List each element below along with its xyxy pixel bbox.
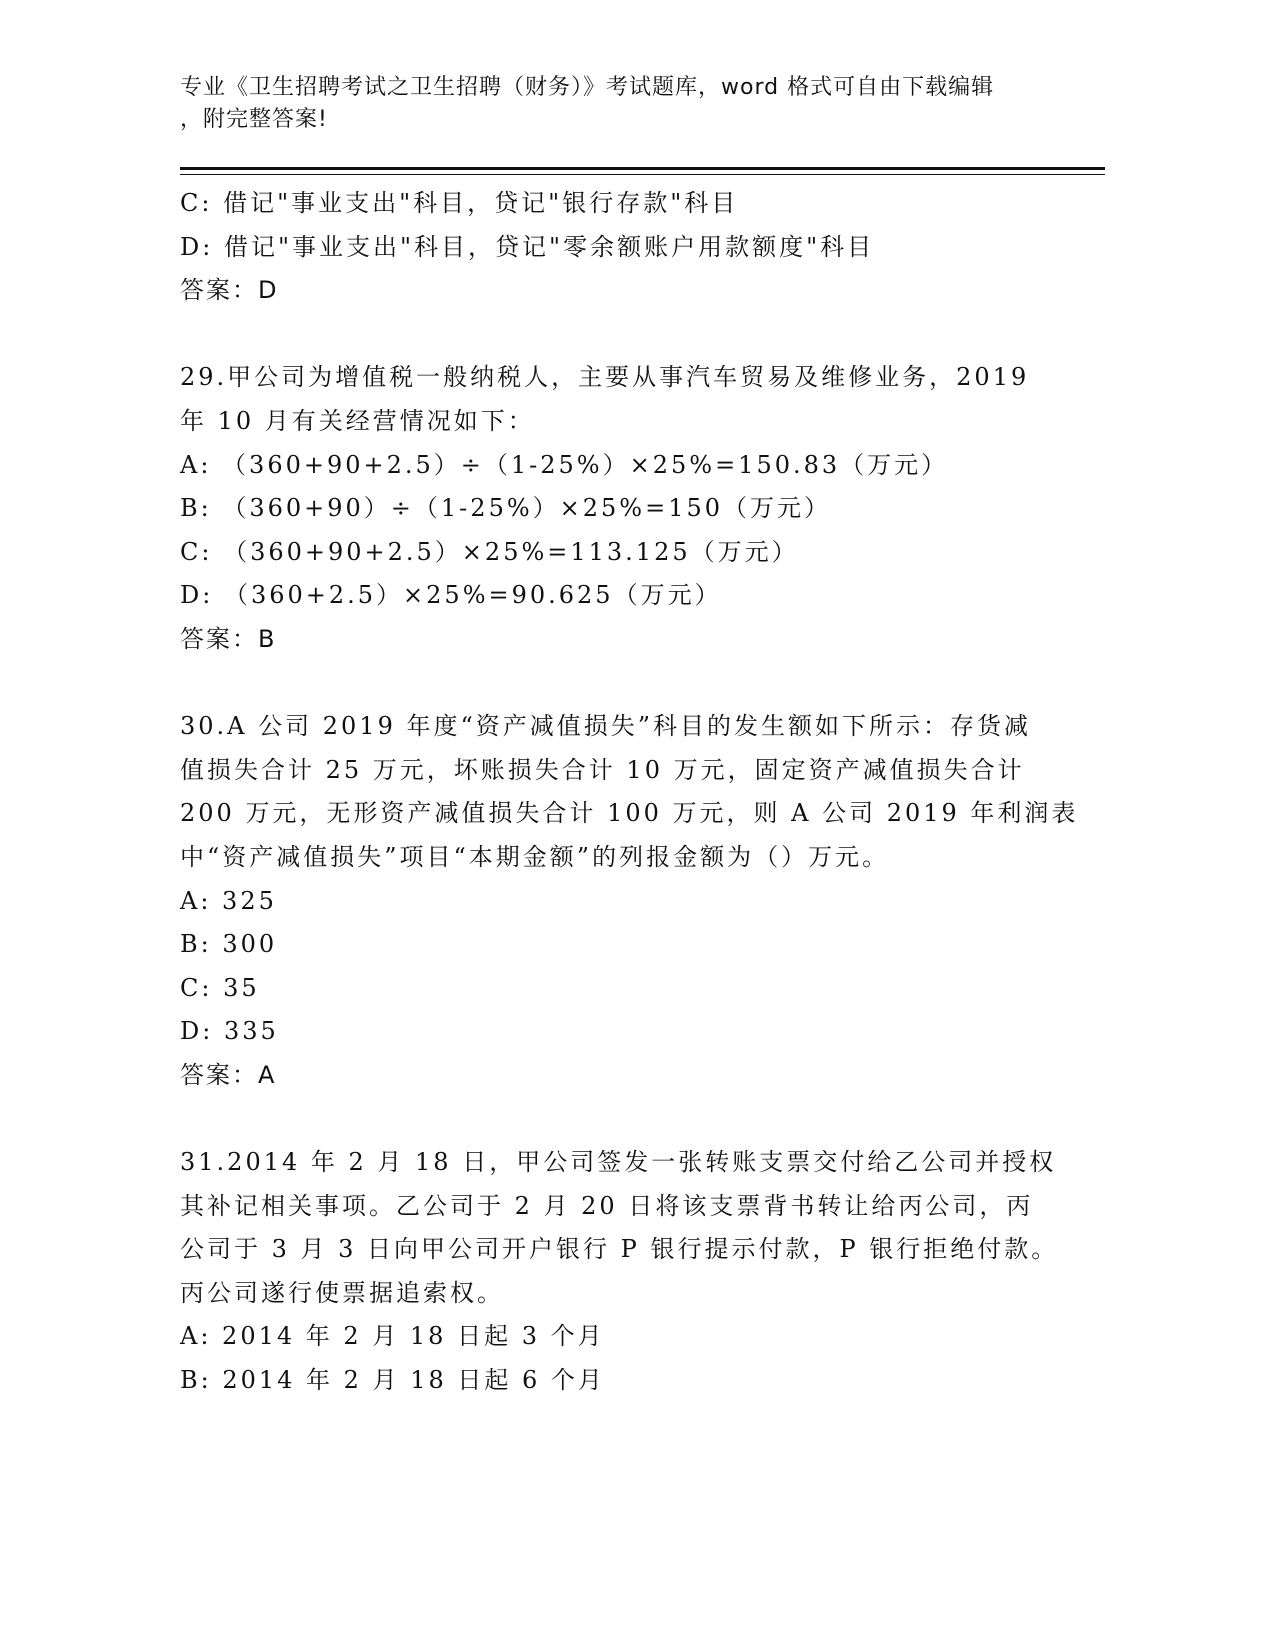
- question-stem-line: 中“资产减值损失”项目“本期金额”的列报金额为（）万元。: [180, 842, 890, 871]
- question-stem-line: 年 10 月有关经营情况如下：: [180, 406, 535, 435]
- header-line-2: ，附完整答案!: [180, 107, 328, 132]
- spacer: [180, 313, 1060, 357]
- option-d: D: 借记"事业支出"科目，贷记"零余额账户用款额度"科目: [180, 232, 875, 261]
- option-b: B: （360+90）÷（1-25%）×25%=150（万元）: [180, 494, 832, 523]
- document-header: [180, 72, 1040, 136]
- question-28-tail: [180, 182, 1060, 313]
- spacer: [180, 662, 1060, 706]
- question-stem-line: 丙公司遂行使票据追索权。: [180, 1278, 504, 1307]
- header-line-1: 专业《卫生招聘考试之卫生招聘（财务）》考试题库，word 格式可自由下载编辑: [180, 75, 995, 100]
- question-stem-line: 其补记相关事项。乙公司于 2 月 20 日将该支票背书转让给丙公司，丙: [180, 1191, 1034, 1220]
- option-c: C: （360+90+2.5）×25%=113.125（万元）: [180, 537, 799, 566]
- answer-line: 答案：A: [180, 1060, 277, 1089]
- question-30: [180, 705, 1079, 1097]
- question-stem-line: 200 万元，无形资产减值损失合计 100 万元，则 A 公司 2019 年利润表: [180, 799, 1079, 828]
- option-a: A: （360+90+2.5）÷（1-25%）×25%=150.83（万元）: [180, 450, 949, 479]
- spacer: [180, 1097, 1060, 1141]
- answer-line: 答案：B: [180, 624, 277, 653]
- question-31: [180, 1141, 1060, 1403]
- option-a: A: 325: [180, 886, 277, 915]
- option-b: B: 2014 年 2 月 18 日起 6 个月: [180, 1366, 605, 1395]
- option-c: C: 借记"事业支出"科目，贷记"银行存款"科目: [180, 189, 739, 217]
- answer-line: 答案：D: [180, 276, 279, 305]
- header-rule-thin: [180, 174, 1105, 175]
- option-c: C: 35: [180, 973, 260, 1002]
- option-d: D: （360+2.5）×25%=90.625（万元）: [180, 581, 722, 610]
- question-stem-line: 公司于 3 月 3 日向甲公司开户银行 P 银行提示付款，P 银行拒绝付款。: [180, 1235, 1059, 1264]
- option-b: B: 300: [180, 930, 278, 959]
- question-29: [180, 356, 1060, 661]
- question-stem-line: 值损失合计 25 万元，坏账损失合计 10 万元，固定资产减值损失合计: [180, 755, 1025, 784]
- header-rule-thick: [180, 167, 1105, 170]
- option-d: D: 335: [180, 1017, 279, 1046]
- document-body: [180, 182, 1079, 1403]
- question-stem-line: 31.2014 年 2 月 18 日，甲公司签发一张转账支票交付给乙公司并授权: [180, 1148, 1057, 1177]
- question-stem-line: 29.甲公司为增值税一般纳税人，主要从事汽车贸易及维修业务，2019: [180, 363, 1030, 392]
- option-a: A: 2014 年 2 月 18 日起 3 个月: [180, 1322, 605, 1351]
- question-stem-line: 30.A 公司 2019 年度“资产减值损失”科目的发生额如下所示：存货减: [180, 712, 1032, 741]
